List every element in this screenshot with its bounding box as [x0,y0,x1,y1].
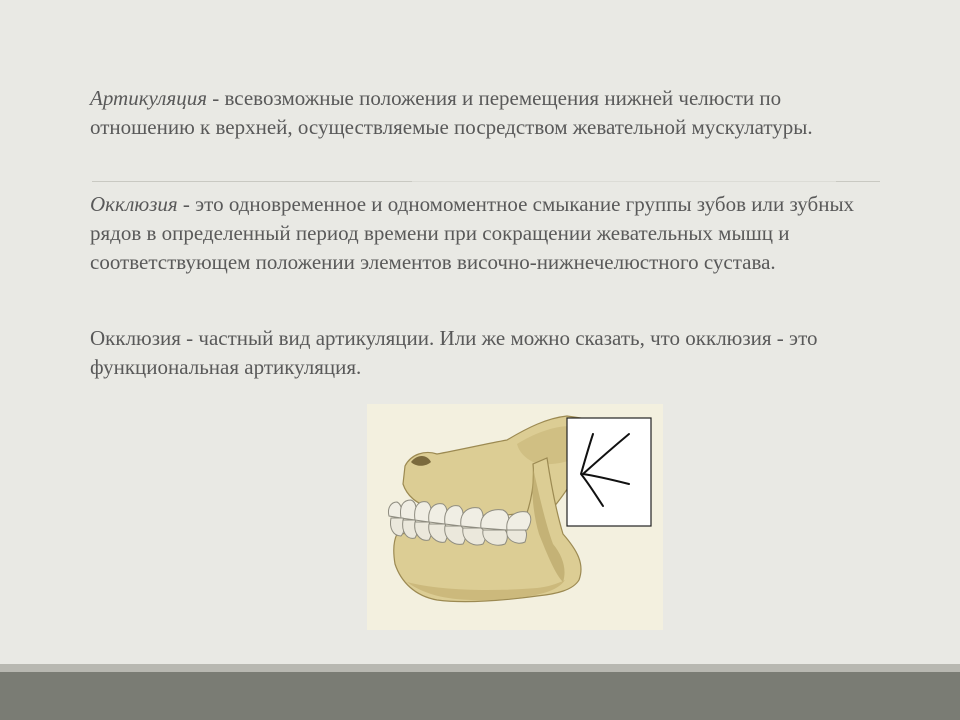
articulation-vector-arrows-icon [567,418,651,526]
occlusion-note: Окклюзия - частный вид артикуляции. Или же можно сказать, что окклюзия - это функциональная артикуляция. [90,326,818,379]
footer-band [0,664,960,672]
articulation-term: Артикуляция [90,86,207,110]
footer-bar [0,672,960,720]
articulation-definition [90,84,880,142]
divider-line [836,181,880,182]
jaw-figure [367,404,663,630]
articulation-text: - всевозможные положения и перемещения нижней челюсти по отношению к верхней, осуществляемые посредством жевательной мускулатуры. [90,86,813,139]
divider-line [412,181,836,182]
jaw-skull-illustration [367,404,663,630]
occlusion-definition [90,190,880,277]
occlusion-term: Окклюзия [90,192,178,216]
divider-line [92,181,412,182]
occlusion-text: - это одновременное и одномоментное смыкание группы зубов или зубных рядов в определенный период времени при сокращении жевательных мышц и соответствующем положении элементов височно-нижнечелюстного сустава. [90,192,855,274]
